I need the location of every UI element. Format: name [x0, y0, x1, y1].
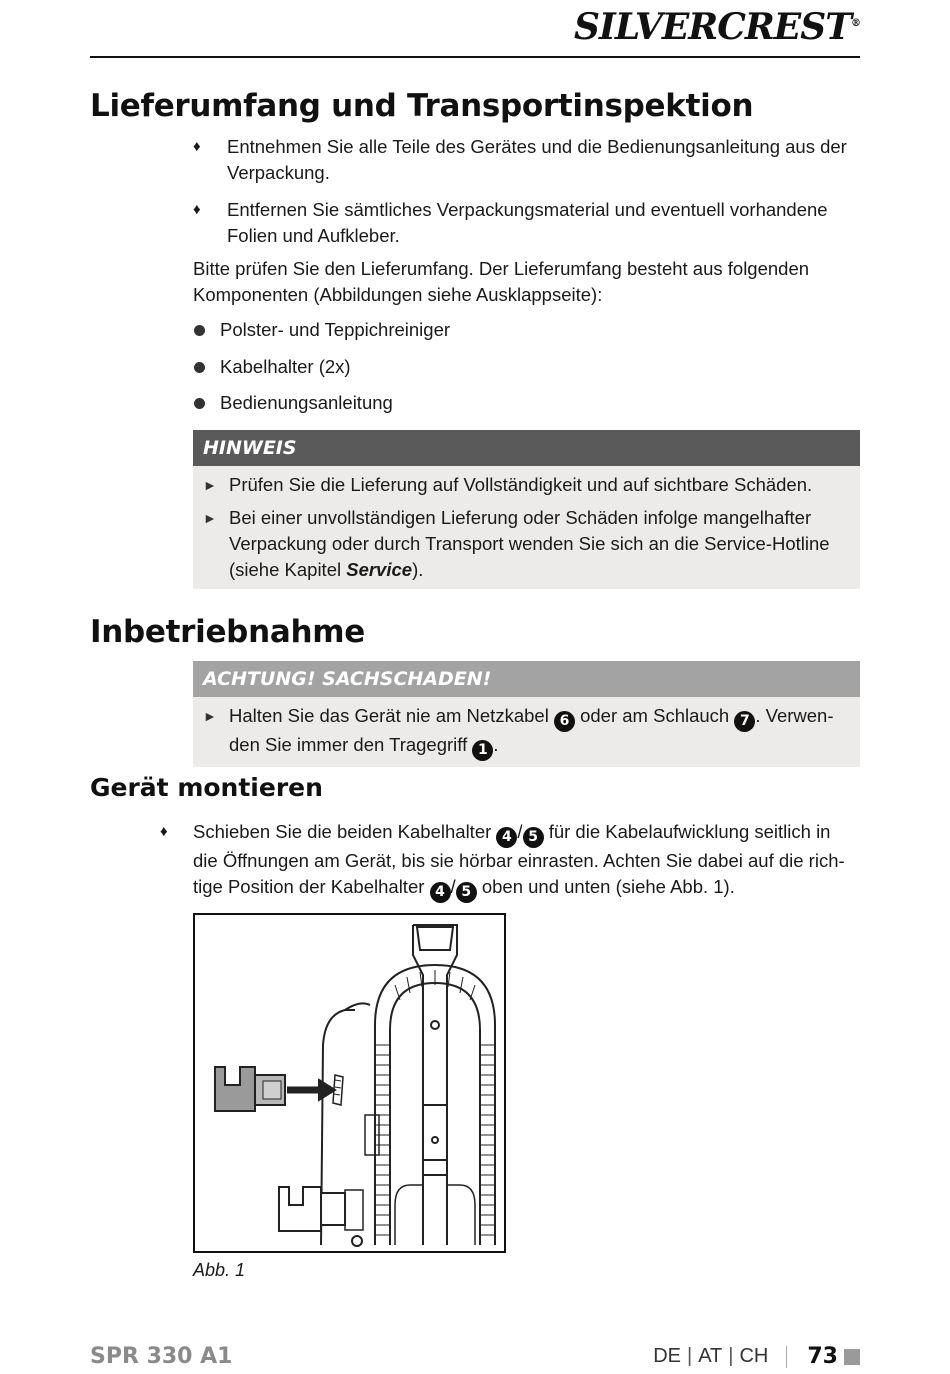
diamond-icon: ♦ [160, 823, 168, 840]
assembly-paragraph: Schieben Sie die beiden Kabelhalter 4 / 5 für die Kabelaufwicklung seitlich in die Öffnungen am Gerät, bis sie hörbar einrasten. Achten Sie dabei auf die rich- tige Position der Kabelhalter 4 / 5 oben und unten (siehe Abb. 1). [193, 819, 860, 903]
part-number-badge: 6 [554, 711, 575, 732]
arrow-right-icon: ► [203, 477, 217, 493]
bullet-icon [194, 325, 205, 336]
bullet-icon [194, 398, 205, 409]
part-number-badge: 1 [472, 740, 493, 761]
part-number-badge: 4 [430, 882, 451, 903]
list-item: Kabelhalter (2x) [193, 354, 351, 380]
device-illustration [195, 915, 504, 1251]
section-title-inbetriebnahme: Inbetriebnahme [90, 614, 365, 650]
arrow-right-icon: ► [203, 510, 217, 526]
notice-box [193, 430, 860, 589]
subsection-title-montieren: Gerät montieren [90, 773, 323, 802]
section-title-lieferumfang: Lieferumfang und Transportinspektion [90, 88, 754, 124]
notice-item: ► Prüfen Sie die Lieferung auf Vollständigkeit und auf sichtbare Schäden. [203, 472, 850, 498]
figure-cable-holder-assembly [193, 913, 506, 1253]
diamond-icon: ♦ [193, 201, 201, 218]
intro-paragraph: Bitte prüfen Sie den Lieferumfang. Der Lieferumfang besteht aus folgenden Komponenten (Abbildungen siehe Ausklappseite): [193, 258, 810, 305]
model-number: SPR 330 A1 [90, 1344, 233, 1369]
header-rule [90, 56, 860, 58]
language-ch: CH [739, 1345, 769, 1367]
notice-item: ► Bei einer unvollständigen Lieferung oder Schäden infolge mangelhafter Verpackung oder durch Transport wenden Sie sich an die Service-Hotline (siehe Kapitel Service). [203, 507, 830, 580]
page-number: 73 [807, 1344, 838, 1369]
figure-caption: Abb. 1 [193, 1260, 246, 1280]
language-at: AT [698, 1345, 723, 1367]
step-item: ♦ Entnehmen Sie alle Teile des Gerätes und die Bedienungsanleitung aus der Verpackung. [193, 136, 847, 183]
language-de: DE [653, 1345, 681, 1367]
arrow-right-icon: ► [203, 708, 217, 724]
notice-title: HINWEIS [193, 430, 860, 466]
diamond-icon: ♦ [193, 138, 201, 155]
part-number-badge: 4 [496, 827, 517, 848]
footer-languages: DE | AT | CH 73 [653, 1344, 860, 1369]
chapter-reference: Service [346, 559, 413, 580]
part-number-badge: 5 [523, 827, 544, 848]
step-item: ♦ Entfernen Sie sämtliches Verpackungsmaterial und eventuell vorhandene Folien und Aufkleber. [193, 199, 828, 246]
list-item: Bedienungsanleitung [193, 390, 393, 416]
warning-item: ► Halten Sie das Gerät nie am Netzkabel 6 oder am Schlauch 7 . Verwen- den Sie immer den Tragegriff 1 . [203, 703, 850, 761]
bullet-icon [194, 362, 205, 373]
list-item: Polster- und Teppichreiniger [193, 317, 450, 343]
part-number-badge: 7 [734, 711, 755, 732]
part-number-badge: 5 [456, 882, 477, 903]
warning-title: ACHTUNG! SACHSCHADEN! [193, 661, 860, 697]
warning-box [193, 661, 860, 767]
footer-divider [786, 1346, 787, 1368]
brand-logo: SILVERCREST® [574, 6, 860, 48]
page-marker-icon [844, 1349, 860, 1365]
